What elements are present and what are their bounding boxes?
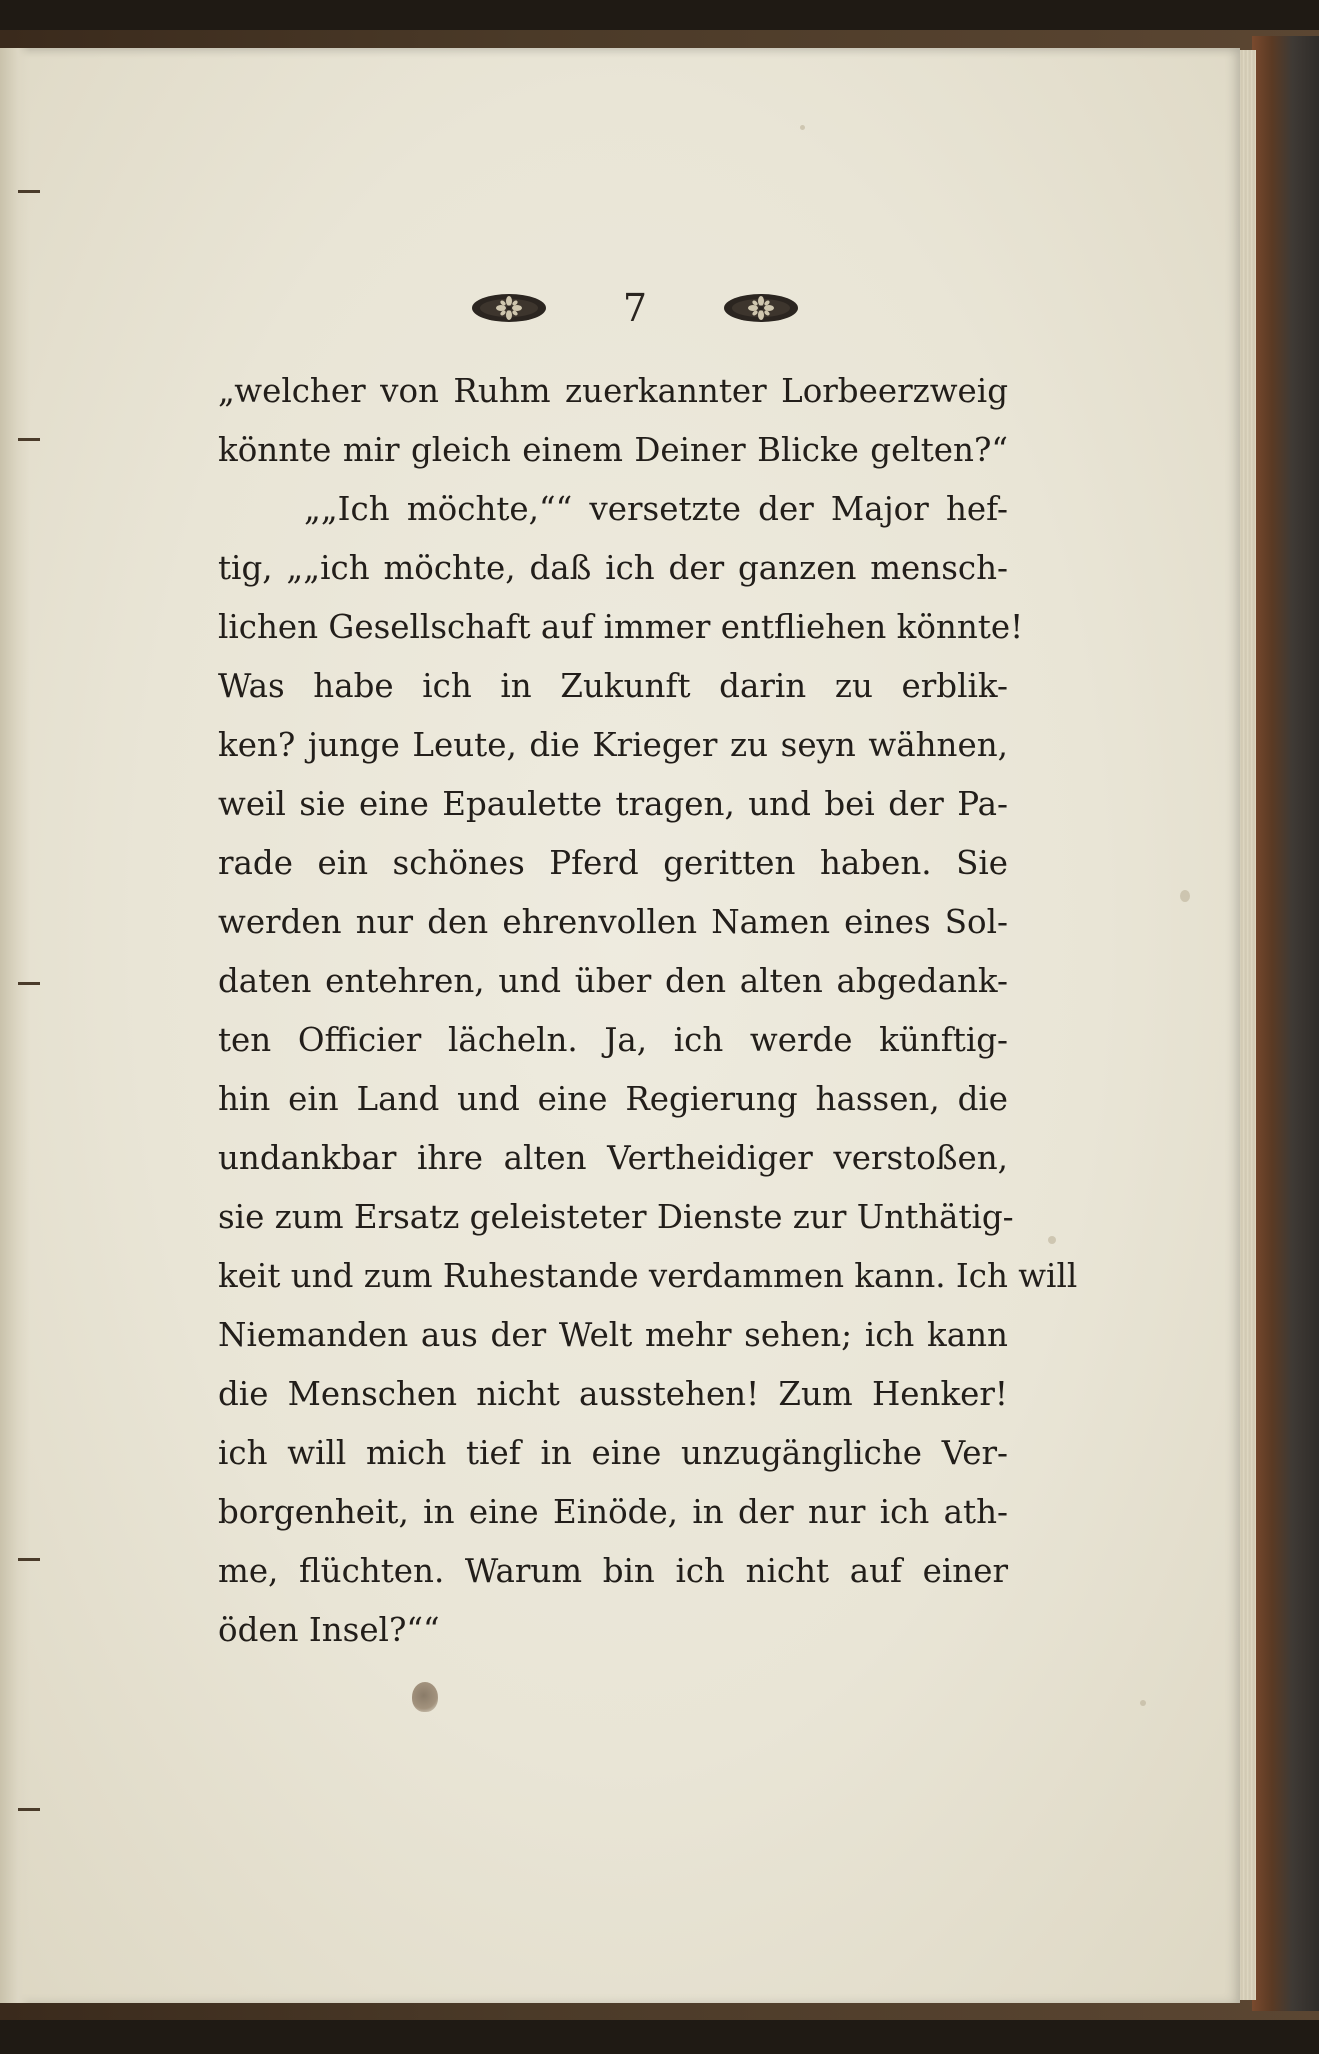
binding-stitch: [18, 982, 40, 985]
page-header: [470, 278, 800, 338]
text-line: ken? junge Leute, die Krieger zu seyn wähnen,: [218, 726, 1008, 764]
text-line: tig, „„ich möchte, daß ich der ganzen mensch-: [218, 549, 1008, 587]
floral-ornament-icon: [722, 292, 800, 324]
text-line: die Menschen nicht ausstehen! Zum Henker!: [218, 1375, 1008, 1413]
text-line: rade ein schönes Pferd geritten haben. Sie: [218, 844, 1008, 882]
text-line: „„Ich möchte,““ versetzte der Major hef-: [304, 490, 1008, 528]
text-line: me, flüchten. Warum bin ich nicht auf einer: [218, 1552, 1008, 1590]
text-line: könnte mir gleich einem Deiner Blicke gelten?“: [218, 431, 1008, 469]
text-line: lichen Gesellschaft auf immer entfliehen könnte!: [218, 608, 1024, 646]
binding-stitch: [18, 1558, 40, 1561]
page-number: 7: [622, 286, 648, 330]
binding-stitch: [18, 1808, 40, 1811]
book-spine: [1252, 36, 1319, 2011]
text-line: ich will mich tief in eine unzugängliche Ver-: [218, 1434, 1008, 1472]
text-line: werden nur den ehrenvollen Namen eines Sol-: [218, 903, 1008, 941]
floral-ornament-icon: [470, 292, 548, 324]
paper-spot: [1140, 1700, 1146, 1706]
text-line: weil sie eine Epaulette tragen, und bei der Pa-: [218, 785, 1008, 823]
page-gutter: [0, 48, 30, 2003]
body-text: [218, 362, 1078, 1660]
binding-stitch: [18, 190, 40, 193]
text-line: „welcher von Ruhm zuerkannter Lorbeerzweig: [218, 372, 1008, 410]
text-line: undankbar ihre alten Vertheidiger verstoßen,: [218, 1139, 1008, 1177]
text-line: daten entehren, und über den alten abgedank-: [218, 962, 1008, 1000]
text-line: öden Insel?““: [218, 1611, 440, 1649]
text-line: keit und zum Ruhestande verdammen kann. Ich will: [218, 1257, 1078, 1295]
ink-blot: [412, 1682, 438, 1712]
text-line: hin ein Land und eine Regierung hassen, die: [218, 1080, 1008, 1118]
paper-spot: [1180, 890, 1190, 902]
paper-spot: [800, 125, 805, 130]
text-line: borgenheit, in eine Einöde, in der nur ich ath-: [218, 1493, 1008, 1531]
paper-spot: [1048, 1236, 1056, 1244]
text-line: sie zum Ersatz geleisteter Dienste zur Unthätig-: [218, 1198, 1014, 1236]
text-line: ten Officier lächeln. Ja, ich werde künftig-: [218, 1021, 1008, 1059]
text-line: Niemanden aus der Welt mehr sehen; ich kann: [218, 1316, 1008, 1354]
binding-stitch: [18, 438, 40, 441]
text-line: Was habe ich in Zukunft darin zu erblik-: [218, 667, 1008, 705]
